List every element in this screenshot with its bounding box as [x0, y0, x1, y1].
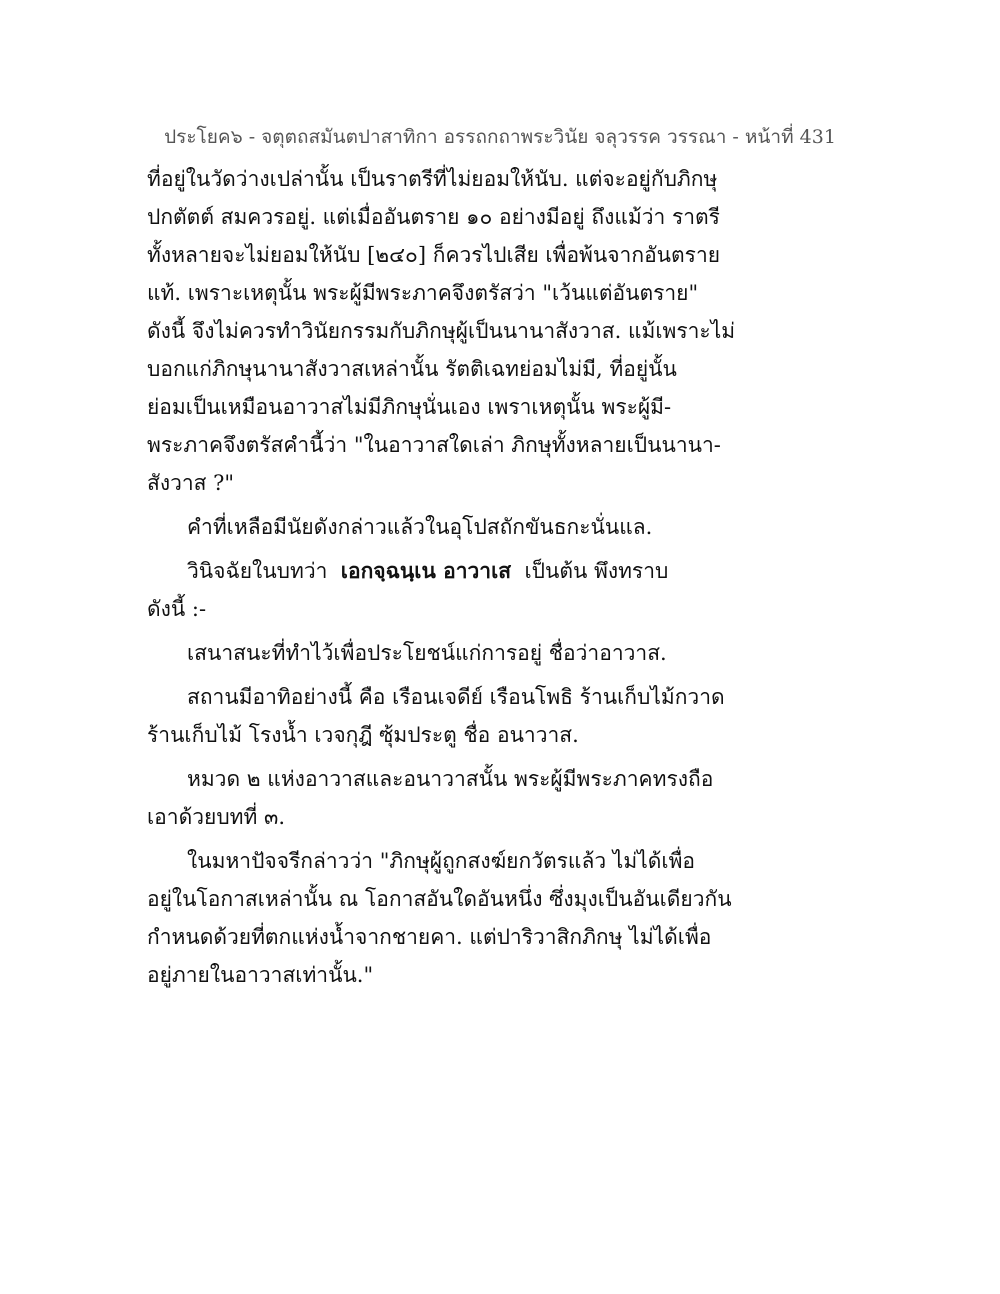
paragraph-line: เสนาสนะที่ทำไว้เพื่อประโยชน์แก่การอยู่ ชื่อว่าอาวาส.: [187, 641, 667, 665]
page-header: ประโยค๖ - จตุตถสมันตปาสาทิกา อรรถกถาพระวินัย จลุวรรค วรรณา - หน้าที่ 431: [164, 126, 836, 148]
text-line: บอกแก่ภิกษุนานาสังวาสเหล่านั้น รัตติเฉทย่อมไม่มี, ที่อยู่นั้น: [147, 357, 677, 381]
text-run: เป็นต้น พึงทราบ: [524, 559, 669, 583]
text-line: ย่อมเป็นเหมือนอาวาสไม่มีภิกษุนั่นเอง เพราเหตุนั้น พระผู้มี-: [147, 395, 672, 419]
text-line: ที่อยู่ในวัดว่างเปล่านั้น เป็นราตรีที่ไม่ยอมให้นับ. แต่จะอยู่กับภิกษุ: [147, 167, 718, 191]
text-line: เอาด้วยบทที่ ๓.: [147, 805, 286, 829]
paragraph-line: หมวด ๒ แห่งอาวาสและอนาวาสนั้น พระผู้มีพระภาคทรงถือ: [187, 767, 714, 791]
text-line: ดังนี้ จึงไม่ควรทำวินัยกรรมกับภิกษุผู้เป็นนานาสังวาส. แม้เพราะไม่: [147, 319, 736, 343]
text-line: สังวาส ?": [147, 471, 235, 495]
text-line: พระภาคจึงตรัสคำนี้ว่า "ในอาวาสใดเล่า ภิกษุทั้งหลายเป็นนานา-: [147, 433, 721, 457]
text-line: อยู่ภายในอาวาสเท่านั้น.": [147, 963, 374, 987]
paragraph-line: ในมหาปัจจรีกล่าวว่า "ภิกษุผู้ถูกสงฆ์ยกวัตรแล้ว ไม่ได้เพื่อ: [187, 849, 696, 873]
text-line: ร้านเก็บไม้ โรงน้ำ เวจกุฎี ซุ้มประตู ชื่อ อนาวาส.: [147, 723, 579, 747]
text-run: วินิจฉัยในบทว่า: [187, 559, 328, 583]
body-text: [147, 160, 736, 994]
text-line: กำหนดด้วยที่ตกแห่งน้ำจากชายคา. แต่ปาริวาสิกภิกษุ ไม่ได้เพื่อ: [147, 925, 712, 949]
paragraph-line: คำที่เหลือมีนัยดังกล่าวแล้วในอุโปสถักขันธกะนั่นแล.: [187, 515, 653, 539]
pali-term: เอกจฺฉนฺเน อาวาเส: [340, 558, 512, 583]
text-line: แท้. เพราะเหตุนั้น พระผู้มีพระภาคจึงตรัสว่า "เว้นแต่อันตราย": [147, 281, 699, 305]
paragraph-line: สถานมีอาทิอย่างนี้ คือ เรือนเจดีย์ เรือนโพธิ ร้านเก็บไม้กวาด: [187, 685, 725, 709]
text-line: ดังนี้ :-: [147, 597, 207, 621]
text-line: ปกตัตต์ สมควรอยู่. แต่เมื่ออันตราย ๑๐ อย่างมีอยู่ ถึงแม้ว่า ราตรี: [147, 205, 720, 229]
text-line: ทั้งหลายจะไม่ยอมให้นับ [๒๔๐] ก็ควรไปเสีย เพื่อพ้นจากอันตราย: [147, 243, 721, 267]
paragraph-line: [147, 552, 707, 590]
text-line: อยู่ในโอกาสเหล่านั้น ณ โอกาสอันใดอันหนึ่ง ซึ่งมุงเป็นอันเดียวกัน: [147, 887, 732, 911]
